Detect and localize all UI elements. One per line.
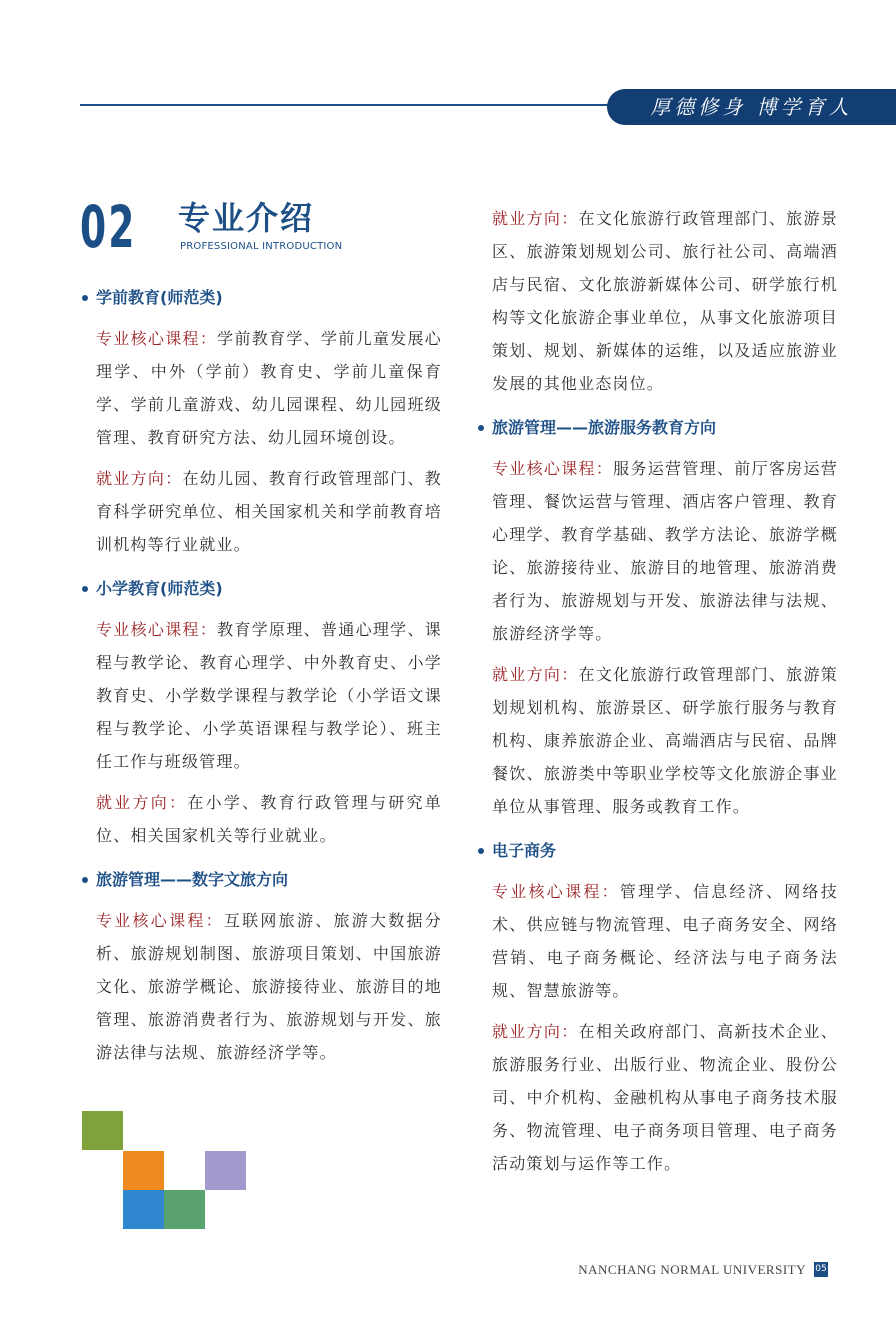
motto-banner: 厚德修身 博学育人 <box>607 89 896 125</box>
section-title: 专业介绍 <box>178 199 315 237</box>
bullet-icon <box>82 295 88 301</box>
core-courses <box>492 452 838 650</box>
career-label: 就业方向： <box>96 793 188 812</box>
core-text: 服务运营管理、前厅客房运营管理、餐饮运营与管理、酒店客户管理、教育心理学、教育学基础、教学方法论、旅游学概论、旅游接待业、旅游目的地管理、旅游消费者行为、旅游规划与开发、旅游法律与法规、旅游经济学等。 <box>492 459 838 643</box>
core-label: 专业核心课程： <box>492 882 620 901</box>
career-text: 在相关政府部门、高新技术企业、旅游服务行业、出版行业、物流企业、股份公司、中介机构、金融机构从事电子商务技术服务、物流管理、电子商务项目管理、电子商务活动策划与运作等工作。 <box>492 1022 838 1173</box>
core-text: 管理学、信息经济、网络技术、供应链与物流管理、电子商务安全、网络营销、电子商务概论、经济法与电子商务法规、智慧旅游等。 <box>492 882 839 1000</box>
decor-square-orange <box>123 1151 164 1190</box>
career-text: 在幼儿园、教育行政管理部门、教育科学研究单位、相关国家机关和学前教育培训机构等行业就业。 <box>96 469 442 554</box>
major-heading <box>80 575 442 603</box>
core-label: 专业核心课程： <box>96 620 218 639</box>
page-number: 05 <box>814 1262 828 1277</box>
major-heading <box>476 837 838 865</box>
core-text: 学前教育学、学前儿童发展心理学、中外（学前）教育史、学前儿童保育学、学前儿童游戏、幼儿园课程、幼儿园班级管理、教育研究方法、幼儿园环境创设。 <box>96 329 442 447</box>
bullet-icon <box>82 586 88 592</box>
right-column <box>476 202 838 1194</box>
major-name: 小学教育(师范类) <box>96 579 223 598</box>
section-number: 02 <box>80 193 137 261</box>
decor-square-lavender <box>205 1151 246 1190</box>
career-text: 在文化旅游行政管理部门、旅游策划规划机构、旅游景区、研学旅行服务与教育机构、康养旅游企业、高端酒店与民宿、品牌餐饮、旅游类中等职业学校等文化旅游企事业单位从事管理、服务或教育工作。 <box>492 665 838 816</box>
bullet-icon <box>478 425 484 431</box>
major-heading <box>476 414 838 442</box>
career-text: 在文化旅游行政管理部门、旅游景区、旅游策划规划公司、旅行社公司、高端酒店与民宿、文化旅游新媒体公司、研学旅行机构等文化旅游企事业单位，从事文化旅游项目策划、规划、新媒体的运维，以及适应旅游业发展的其他业态岗位。 <box>492 209 838 393</box>
core-courses <box>96 904 442 1069</box>
major-heading <box>80 284 442 312</box>
career-direction <box>96 462 442 561</box>
career-direction <box>492 658 838 823</box>
section-subtitle: PROFESSIONAL INTRODUCTION <box>180 241 343 252</box>
core-courses <box>96 322 442 454</box>
core-label: 专业核心课程： <box>96 911 224 930</box>
core-label: 专业核心课程： <box>492 459 614 478</box>
career-label: 就业方向： <box>492 665 579 684</box>
bullet-icon <box>82 877 88 883</box>
decor-square-olive <box>82 1111 123 1150</box>
decorative-squares <box>82 1111 246 1231</box>
header-rule <box>80 104 620 106</box>
decor-square-green <box>164 1190 205 1229</box>
major-heading <box>80 866 442 894</box>
major-name: 电子商务 <box>492 841 557 860</box>
core-label: 专业核心课程： <box>96 329 218 348</box>
major-name: 学前教育(师范类) <box>96 288 223 307</box>
major-name: 旅游管理——旅游服务教育方向 <box>492 418 717 437</box>
career-direction <box>492 1015 838 1180</box>
major-name: 旅游管理——数字文旅方向 <box>96 870 289 889</box>
career-label: 就业方向： <box>492 1022 579 1041</box>
career-direction <box>96 786 442 852</box>
left-column <box>80 284 442 1077</box>
career-direction <box>492 202 838 400</box>
decor-square-blue <box>123 1190 164 1229</box>
core-text: 互联网旅游、旅游大数据分析、旅游规划制图、旅游项目策划、中国旅游文化、旅游学概论、旅游接待业、旅游目的地管理、旅游消费者行为、旅游规划与开发、旅游法律与法规、旅游经济学等。 <box>96 911 443 1062</box>
footer-university: NANCHANG NORMAL UNIVERSITY <box>578 1262 806 1277</box>
career-label: 就业方向： <box>96 469 183 488</box>
core-courses <box>96 613 442 778</box>
career-label: 就业方向： <box>492 209 579 228</box>
career-text: 在小学、教育行政管理与研究单位、相关国家机关等行业就业。 <box>96 793 442 845</box>
bullet-icon <box>478 848 484 854</box>
core-text: 教育学原理、普通心理学、课程与教学论、教育心理学、中外教育史、小学教育史、小学数学课程与教学论（小学语文课程与教学论、小学英语课程与教学论）、班主任工作与班级管理。 <box>96 620 442 771</box>
core-courses <box>492 875 838 1007</box>
